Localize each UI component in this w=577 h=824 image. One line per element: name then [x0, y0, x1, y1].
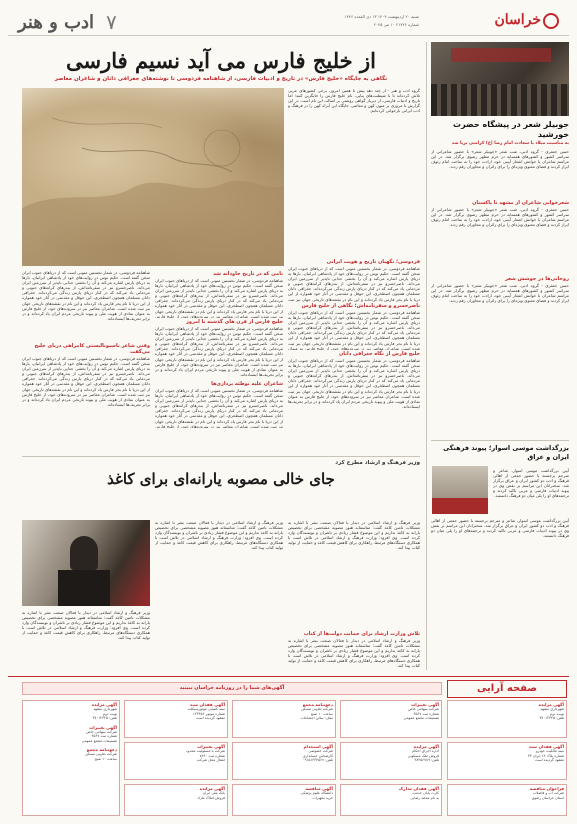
main-article-body-2: شاهنامه فردوسی، در شمار نخستین متونی است که از دریاهای جنوب ایران سخن گفته است. حکیم توس در روایت‌های خود از پادشاهی ایرانیان، بارها به دریای پارس اشاره می‌کند و آن را بخشی جدایی ناپذیر از سرزمین ایران می‌داند. ناصرخسرو نیز در سفرنامه‌اش، از بندرهای کرانه‌های جنوبی و مردمانی یاد می‌کند که در کنار دریای پارس زندگی می‌کرده‌اند. جغرافی دانان مسلمان همچون اصطخری، ابن حوقل و مقدسی در آثار خود همواره از این دریا با نام بحر فارس یاد کرده‌اند و این نام در نقشه‌های تاریخی جهان نیز ثبت شده است. شاعران معاصر نیز در سروده‌های خود، از خلیج فارس به عنوان	[288, 310, 420, 350]
ad-line: شماره ثبت ۷۸۹۰	[199, 753, 225, 758]
side-news-1-lead: به مناسبت میلاد با سعادت امام رضا (ع) کرامتی برپا شد	[451, 141, 569, 146]
newspaper-logo: خراسان	[494, 12, 541, 28]
ad-title: آگهی مزایده	[199, 786, 225, 791]
ad-box-4[interactable]	[340, 700, 442, 738]
ad-title: آگهی مزایده	[91, 702, 117, 707]
ad-title: آگهی تغییرات	[89, 724, 117, 730]
main-article-body-3: شاهنامه فردوسی، در شمار نخستین متونی است که از دریاهای جنوب ایران سخن گفته است. حکیم توس در روایت‌های خود از پادشاهی ایرانیان، بارها به دریای پارس اشاره می‌کند و آن را بخشی جدایی ناپذیر از سرزمین ایران می‌داند. ناصرخسرو نیز در سفرنامه‌اش، از بندرهای کرانه‌های جنوبی و مردمانی یاد می‌کند که در کنار دریای پارس زندگی می‌کرده‌اند. جغرافی دانان مسلمان همچون اصطخری، ابن حوقل و مقدسی در آثار خود همواره از این دریا با نام بحر فارس یاد کرده‌اند و این نام در نقشه‌های تاریخی جهان نیز ثبت شده است. شاعران معاصر نیز در سروده‌های خود، از خلیج فارس به عنوان نمادی از هویت ملی و پیوند تاریخی مردم ایران یاد کرده‌اند و در برابر تحریف‌ها ایستاده‌اند.	[288, 358, 420, 409]
ad-title: آگهی مزایده	[413, 744, 439, 749]
ad-box-8[interactable]	[232, 742, 336, 780]
side-news-1	[431, 120, 569, 375]
ads-strip-text: آگهی‌های شما را در روزنامه خراسان ببینید	[179, 685, 285, 691]
side-news-1-subhead-1: شعرخوانی شاعران از مشهد تا پاکستان	[472, 199, 569, 206]
ad-line: مفقود گردیده است	[535, 758, 564, 762]
ad-line: سند مالکیت خودرو	[535, 749, 564, 753]
divider	[431, 440, 569, 441]
ad-title: آگهی فقدان سند	[528, 744, 564, 749]
ad-title: آگهی تغییرات	[197, 744, 225, 749]
side-news-2	[431, 444, 569, 461]
ad-line: مفقود گردیده است	[196, 716, 225, 720]
bottom-article-body-d: وزیر فرهنگ و ارشاد اسلامی در دیدار با فعالان صنعت نشر با اشاره به مشکلات تامین کاغذ گفت: متاسفانه هنوز مصوبه مشخصی برای تخصیص یارانه به کاغذ نداریم و این موضوع فشار زیادی بر ناشران و نویسندگان وارد کرده است. وی افزود: وزارت فرهنگ و ارشاد اسلامی در تلاش است با همکاری دستگاه‌های مرتبط، راهکاری برای کاهش قیمت کاغذ و حمایت از تولید کتاب پیدا کند.	[288, 638, 420, 669]
ad-line: شماره پلاک ۱۲ ایران ۳۴	[527, 753, 564, 758]
ad-line: به نام محمد رضایی	[410, 795, 439, 800]
ad-box-11[interactable]	[124, 742, 228, 780]
ad-line: استان خراسان رضوی	[531, 795, 564, 800]
ads-divider	[8, 676, 569, 677]
main-article-body-4: شاهنامه فردوسی، در شمار نخستین متونی است که از دریاهای جنوب ایران سخن گفته است. حکیم توس در روایت‌های خود از پادشاهی ایرانیان، بارها به دریای پارس اشاره می‌کند و آن را بخشی جدایی ناپذیر از سرزمین ایران می‌داند. ناصرخسرو نیز در سفرنامه‌اش، از بندرهای کرانه‌های جنوبی و مردمانی یاد می‌کند که در کنار دریای پارس زندگی می‌کرده‌اند. جغرافی دانان مسلمان همچون اصطخری، ابن حوقل و مقدسی در آثار خود همواره از این دریا با نام بحر فارس یاد کرده‌اند و این نام در نقشه‌های تاریخی جهان نیز ثبت شده است. شاعران معاصر نیز در سروده‌های خود، از خلیج فارس	[155, 278, 283, 318]
main-article-subtitle: نگاهی به جایگاه «خلیج فارس» در تاریخ و ادبیات فارسی، از شاهنامه فردوسی تا نوشته‌های جغرافی دانان و شاعران معاصر	[54, 76, 388, 82]
ad-box-9[interactable]	[232, 784, 336, 816]
ad-line: دانشگاه علوم پزشکی	[300, 791, 333, 795]
side-news-1-subhead-2: روحانی‌ها در جوشش شعر	[505, 275, 569, 282]
ad-line: شهرداری مشهد	[540, 707, 564, 711]
ad-line: فروش املاک مازاد	[197, 795, 225, 800]
bottom-article-subhead: تلاش وزارت ارشاد برای حمایت دولت‌ها از کتاب	[303, 631, 420, 637]
main-article-subhead-2: ناصرخسرو و سفرنامه‌اش؛ نگاهی از خلیج فارس	[301, 303, 420, 309]
ad-title: آگهی فقدان سند	[189, 702, 225, 707]
minister-photo	[22, 520, 150, 606]
bottom-article-body-a: وزیر فرهنگ و ارشاد اسلامی در دیدار با فعالان صنعت نشر با اشاره به مشکلات تامین کاغذ گفت: متاسفانه هنوز مصوبه مشخصی برای تخصیص یارانه به کاغذ نداریم و این موضوع فشار زیادی بر ناشران و نویسندگان وارد کرده است. وی افزود: وزارت فرهنگ و ارشاد اسلامی در تلاش است با همکاری دستگاه‌های مرتبط، راهکاری برای کاهش قیمت کاغذ و حمایت از تولید کتاب پیدا کند.	[22, 610, 150, 641]
issue-line: شماره ۲۱۷۴۶ ۱۰ می ۲۰۲۵	[373, 22, 419, 27]
ad-line: تلفن: ۰۹۱۵۱۲۳۴۵۶۷	[302, 758, 333, 762]
date-line: شنبه ۲۰ اردیبهشت ۱۴۰۴ ۱۳ ذی القعده ۱۴۴۶	[344, 14, 419, 19]
ad-line: شماره موتور ۱۲۳۴۵۶	[192, 711, 225, 716]
ad-line: اداره اجرای احکام	[411, 749, 439, 753]
side-news-1-body-a: حسن جعفری - گروه ادبی، شب شعر «جوبیلر شعر» با حضور شاعرانی از سراسر کشور و کشورهای همسایه در حرم مطهر رضوی برگزار شد. در این مراسم شاعران با خوانش اشعار آیینی خود، ارادت خود را به ساحت امام رئوف ابراز کردند و فضای معنوی ویژه‌ای را برای زائران و مجاوران رقم زدند.	[431, 148, 569, 169]
ad-title: دعوتنامه مجمع	[302, 702, 333, 707]
ad-title: دعوتنامه مجمع	[86, 747, 117, 752]
main-article-subhead-3: خلیج فارس از نگاه جغرافی دانان	[338, 351, 420, 357]
ad-line: شرکت با مسئولیت محدود	[185, 749, 225, 753]
ad-box-2[interactable]	[447, 742, 567, 780]
main-article-subhead-4: نامی که در تاریخ جاودانه شد	[213, 271, 283, 277]
ad-line: کارت پایان خدمت	[412, 791, 439, 795]
historical-map-image	[22, 88, 284, 266]
ad-line: شرکت تعاونی مسکن	[85, 752, 117, 756]
ad-line: خرید تجهیزات	[312, 795, 333, 800]
main-article-col2	[155, 270, 283, 428]
ad-line: تلفن: ۳۷۰۱۲۳۴۵	[92, 716, 117, 720]
side-news-1-body-b: حسن جعفری - گروه ادبی، شب شعر «جوبیلر شعر» با حضور شاعرانی از سراسر کشور و کشورهای همسایه در حرم مطهر رضوی برگزار شد. در این مراسم شاعران با خوانش اشعار آیینی خود، ارادت خود را به ساحت امام رئوف ابراز کردند و فضای معنوی ویژه‌ای را برای زائران و مجاوران رقم زدند.	[431, 206, 569, 227]
ad-title: آگهی مزایده	[538, 702, 564, 707]
ad-line: شهرداری مشهد	[93, 707, 117, 711]
main-article-body-5: شاهنامه فردوسی، در شمار نخستین متونی است که از دریاهای جنوب ایران سخن گفته است. حکیم توس در روایت‌های خود از پادشاهی ایرانیان، بارها به دریای پارس اشاره می‌کند و آن را بخشی جدایی ناپذیر از سرزمین ایران می‌داند. ناصرخسرو نیز در سفرنامه‌اش، از بندرهای کرانه‌های جنوبی و مردمانی یاد می‌کند که در کنار دریای پارس زندگی می‌کرده‌اند. جغرافی دانان مسلمان همچون اصطخری، ابن حوقل و مقدسی در آثار خود همواره از این دریا با نام بحر فارس یاد کرده‌اند و این نام در نقشه‌های تاریخی جهان نیز ثبت شده است. شاعران معاصر نیز در سروده‌های خود، از خلیج فارس به عنوان نمادی از هویت ملی و پیوند تاریخی مردم ایران یاد کرده‌اند و در برابر تحریف‌ها ایستاده‌اند.	[155, 326, 283, 377]
main-article-intro: گروه ادب و هنر - از چند دهه پیش تا همین امروز، برخی کشورهای عربی تلاش کرده‌اند تا با شیطنت‌های پیاپی، نام خلیج فارس را جایگزین کنند؛ اما تاریخ و ادبیات فارسی، از دیرباز گواهی روشنی بر اصالت این نام است. در این گزارش با مروری بر متون کهن و معاصر، جایگاه این آبراه کهن را در فرهنگ و ادب ایرانی بازخوانی کرده‌ایم.	[288, 88, 420, 114]
main-article-title: از خلیج فارس می آید نسیم فارسی	[66, 48, 376, 73]
ad-title: آگهی تغییرات	[411, 702, 439, 707]
ad-line: تصمیمات مجمع عمومی	[403, 716, 439, 720]
ad-line: شرکت تعاونی مسکن	[301, 707, 333, 711]
main-article-col3	[22, 270, 150, 446]
ad-line: سند کمپانی موتورسیکلت	[187, 707, 225, 711]
ad-line: تلفن: ۳۷۰۱۲۳۴۵	[539, 716, 564, 720]
ad-box-5[interactable]	[340, 742, 442, 780]
ad-line: محل: سالن اجتماعات	[300, 716, 333, 720]
ad-line: بانک ملی ایران	[202, 791, 225, 795]
ad-title: آگهی فقدان مدارک	[398, 786, 439, 791]
bottom-article-title: جای خالی مصوبه یارانه‌ای برای کاغذ	[107, 470, 335, 488]
bottom-article-body-b: وزیر فرهنگ و ارشاد اسلامی در دیدار با فعالان صنعت نشر با اشاره به مشکلات تامین کاغذ گفت: متاسفانه هنوز مصوبه مشخصی برای تخصیص یارانه به کاغذ نداریم و این موضوع فشار زیادی بر ناشران و نویسندگان وارد کرده است. وی افزود: وزارت فرهنگ و ارشاد اسلامی در تلاش است با همکاری دستگاه‌های مرتبط، راهکاری برای کاهش قیمت کاغذ و حمایت از تولید کتاب پیدا کند.	[155, 520, 283, 551]
page-header	[8, 8, 569, 36]
ads-strip	[22, 682, 442, 695]
divider	[22, 456, 420, 457]
main-article-col1	[288, 88, 420, 446]
page-number: ۷	[106, 10, 117, 34]
ad-title: فراخوان مناقصه	[529, 786, 564, 791]
ad-box-3[interactable]	[447, 784, 567, 816]
ad-box-12[interactable]	[124, 784, 228, 816]
ad-line: انتقال محل شرکت	[196, 758, 225, 762]
main-article-body-1: شاهنامه فردوسی، در شمار نخستین متونی است که از دریاهای جنوب ایران سخن گفته است. حکیم توس در روایت‌های خود از پادشاهی ایرانیان، بارها به دریای پارس اشاره می‌کند و آن را بخشی جدایی ناپذیر از سرزمین ایران می‌داند. ناصرخسرو نیز در سفرنامه‌اش، از بندرهای کرانه‌های جنوبی و مردمانی یاد می‌کند که در کنار دریای پارس زندگی می‌کرده‌اند. جغرافی دانان مسلمان همچون اصطخری، ابن حوقل و مقدسی در آثار خود همواره از این دریا با نام بحر فارس یاد کرده‌اند و این نام در نقشه‌های تاریخی جهان نیز ثبت	[288, 266, 420, 302]
main-article-body-7: شاهنامه فردوسی، در شمار نخستین متونی است که از دریاهای جنوب ایران سخن گفته است. حکیم توس در روایت‌های خود از پادشاهی ایرانیان، بارها به دریای پارس اشاره می‌کند و آن را بخشی جدایی ناپذیر از سرزمین ایران می‌داند. ناصرخسرو نیز در سفرنامه‌اش، از بندرهای کرانه‌های جنوبی و مردمانی یاد می‌کند که در کنار دریای پارس زندگی می‌کرده‌اند. جغرافی دانان مسلمان همچون اصطخری، ابن حوقل و مقدسی در آثار خود همواره از این دریا با نام بحر فارس یاد کرده‌اند و این نام در نقشه‌های تاریخی جهان نیز ثبت شده است. شاعران معاصر نیز در سروده‌های خود، از خلیج فارس	[155, 388, 283, 428]
main-article-subhead-6: وقتی شاعر ناسیونالیستی کامراهی دریای خلیج می‌گفت	[34, 343, 150, 355]
map-illustration	[22, 88, 284, 266]
ad-line: شماره ثبت ۴۵۶۷	[91, 734, 117, 738]
ad-line: فروش ملک مسکونی	[407, 753, 439, 758]
ad-line: تلفن: ۳۸۴۵۶۷۸۹	[414, 758, 439, 762]
bottom-article-body-c: وزیر فرهنگ و ارشاد اسلامی در دیدار با فعالان صنعت نشر با اشاره به مشکلات تامین کاغذ گفت: متاسفانه هنوز مصوبه مشخصی برای تخصیص یارانه به کاغذ نداریم و این موضوع فشار زیادی بر ناشران و نویسندگان وارد کرده است. وی افزود: وزارت فرهنگ و ارشاد اسلامی در تلاش است با همکاری دستگاه‌های مرتبط، راهکاری برای کاهش قیمت کاغذ و حمایت از تولید کتاب پیدا کند.	[288, 520, 420, 551]
side-news-2-body-b: آیین بزرگداشت موسی اسوار، شاعر و مترجم برجسته با حضور جمعی از اهالی فرهنگ و ادب دو کشور ایران و عراق برگزار شد. سخنرانان این مراسم بر نقش وی در پیوند ادبیات فارسی و عربی تاکید کردند و ترجمه‌های او را پلی میان دو فرهنگ دانستند.	[431, 518, 569, 539]
main-article-subhead-5: خلیج فارس از قرن های گذشته تا امروز	[185, 319, 283, 325]
ad-box-6[interactable]	[340, 784, 442, 816]
bottom-article-kicker: وزیر فرهنگ و ارشاد مطرح کرد	[335, 460, 420, 466]
main-article-body-6b: شاهنامه فردوسی، در شمار نخستین متونی است که از دریاهای جنوب ایران سخن گفته است. حکیم توس در روایت‌های خود از پادشاهی ایرانیان، بارها به دریای پارس اشاره می‌کند و آن را بخشی جدایی ناپذیر از سرزمین ایران می‌داند. ناصرخسرو نیز در سفرنامه‌اش، از بندرهای کرانه‌های جنوبی و مردمانی یاد می‌کند که در کنار دریای پارس زندگی می‌کرده‌اند. جغرافی دانان مسلمان همچون اصطخری، ابن حوقل و مقدسی در آثار خود همواره از این دریا با نام بحر فارس یاد کرده‌اند و این نام در نقشه‌های تاریخی جهان نیز ثبت شده است. شاعران معاصر نیز در سروده‌های خود، از خلیج فارس به عنوان نمادی از هویت ملی و پیوند تاریخی مردم ایران یاد کرده‌اند و در برابر تحریف‌ها ایستاده‌اند.	[22, 356, 150, 407]
ads-section-title: صفحه آرایی	[447, 680, 567, 698]
main-article-subhead-1: فردوسی؛ نگهبان تاریخ و هویت ایرانی	[326, 259, 420, 265]
ad-line: ساعت ۱۰ صبح	[94, 756, 117, 761]
side-news-1-body-c: حسن جعفری - گروه ادبی، شب شعر «جوبیلر شعر» با حضور شاعرانی از سراسر کشور و کشورهای همسایه در حرم مطهر رضوی برگزار شد. در این مراسم شاعران با خوانش اشعار آیینی خود، ارادت خود را به ساحت امام رئوف ابراز کردند و فضای معنوی ویژه‌ای را برای زائران و مجاوران رقم زدند.	[431, 282, 569, 303]
side-news-2-title: بزرگداشت موسی اسوار؛ پیوند فرهنگی ایران و عراق	[443, 444, 569, 461]
ad-box-10[interactable]	[124, 700, 228, 738]
ad-box-large[interactable]	[22, 700, 120, 816]
column-divider	[426, 42, 427, 670]
ad-line: شرکت سهامی خاص	[86, 729, 117, 734]
poetry-event-photo	[431, 42, 569, 116]
ad-line: کارشناس حسابداری	[302, 753, 333, 758]
ad-line: نوبت دوم	[102, 711, 117, 716]
ceremony-photo	[432, 466, 488, 514]
ad-line: ساعت ۱۰ صبح	[310, 711, 333, 716]
ad-line: نوبت دوم	[549, 711, 564, 716]
section-title: ادب و هنر	[18, 12, 95, 33]
ad-box-7[interactable]	[232, 700, 336, 738]
main-article-body-6a: شاهنامه فردوسی، در شمار نخستین متونی است که از دریاهای جنوب ایران سخن گفته است. حکیم توس در روایت‌های خود از پادشاهی ایرانیان، بارها به دریای پارس اشاره می‌کند و آن را بخشی جدایی ناپذیر از سرزمین ایران می‌داند. ناصرخسرو نیز در سفرنامه‌اش، از بندرهای کرانه‌های جنوبی و مردمانی یاد می‌کند که در کنار دریای پارس زندگی می‌کرده‌اند. جغرافی دانان مسلمان همچون اصطخری، ابن حوقل و مقدسی در آثار خود همواره از این دریا با نام بحر فارس یاد کرده‌اند و این نام در نقشه‌های تاریخی جهان نیز ثبت شده است. شاعران معاصر نیز در سروده‌های خود، از خلیج فارس به عنوان نمادی از هویت ملی و پیوند تاریخی مردم ایران یاد کرده‌اند و در برابر تحریف‌ها ایستاده‌اند.	[22, 270, 150, 321]
ad-title: آگهی مناقصه	[305, 786, 333, 791]
ad-line: شماره ثبت ۴۵۶۷	[413, 711, 439, 716]
ad-title: آگهی استخدام	[303, 744, 333, 749]
ad-line: شرکت خصوصی	[308, 749, 333, 753]
ad-line: تصمیمات مجمع عمومی	[81, 738, 117, 743]
side-news-1-title: جوبیلر شعر در پیشگاه حضرت خورشید	[453, 120, 569, 139]
main-article-subhead-7: شاعران علیه توطئه پردازی‌ها	[211, 381, 283, 387]
ad-box-1[interactable]	[447, 700, 567, 738]
side-news-2-body-a: آیین بزرگداشت موسی اسوار، شاعر و مترجم برجسته با حضور جمعی از اهالی فرهنگ و ادب دو کشور ایران و عراق برگزار شد. سخنرانان این مراسم بر نقش وی در پیوند ادبیات فارسی و عربی تاکید کردند و ترجمه‌های او را پلی میان دو فرهنگ دانستند.	[493, 468, 569, 499]
bottom-article-col	[288, 520, 420, 670]
ad-line: شرکت آب و فاضلاب	[532, 791, 564, 795]
logo-icon	[543, 13, 559, 29]
ad-line: شرکت سهامی خاص	[408, 707, 439, 711]
